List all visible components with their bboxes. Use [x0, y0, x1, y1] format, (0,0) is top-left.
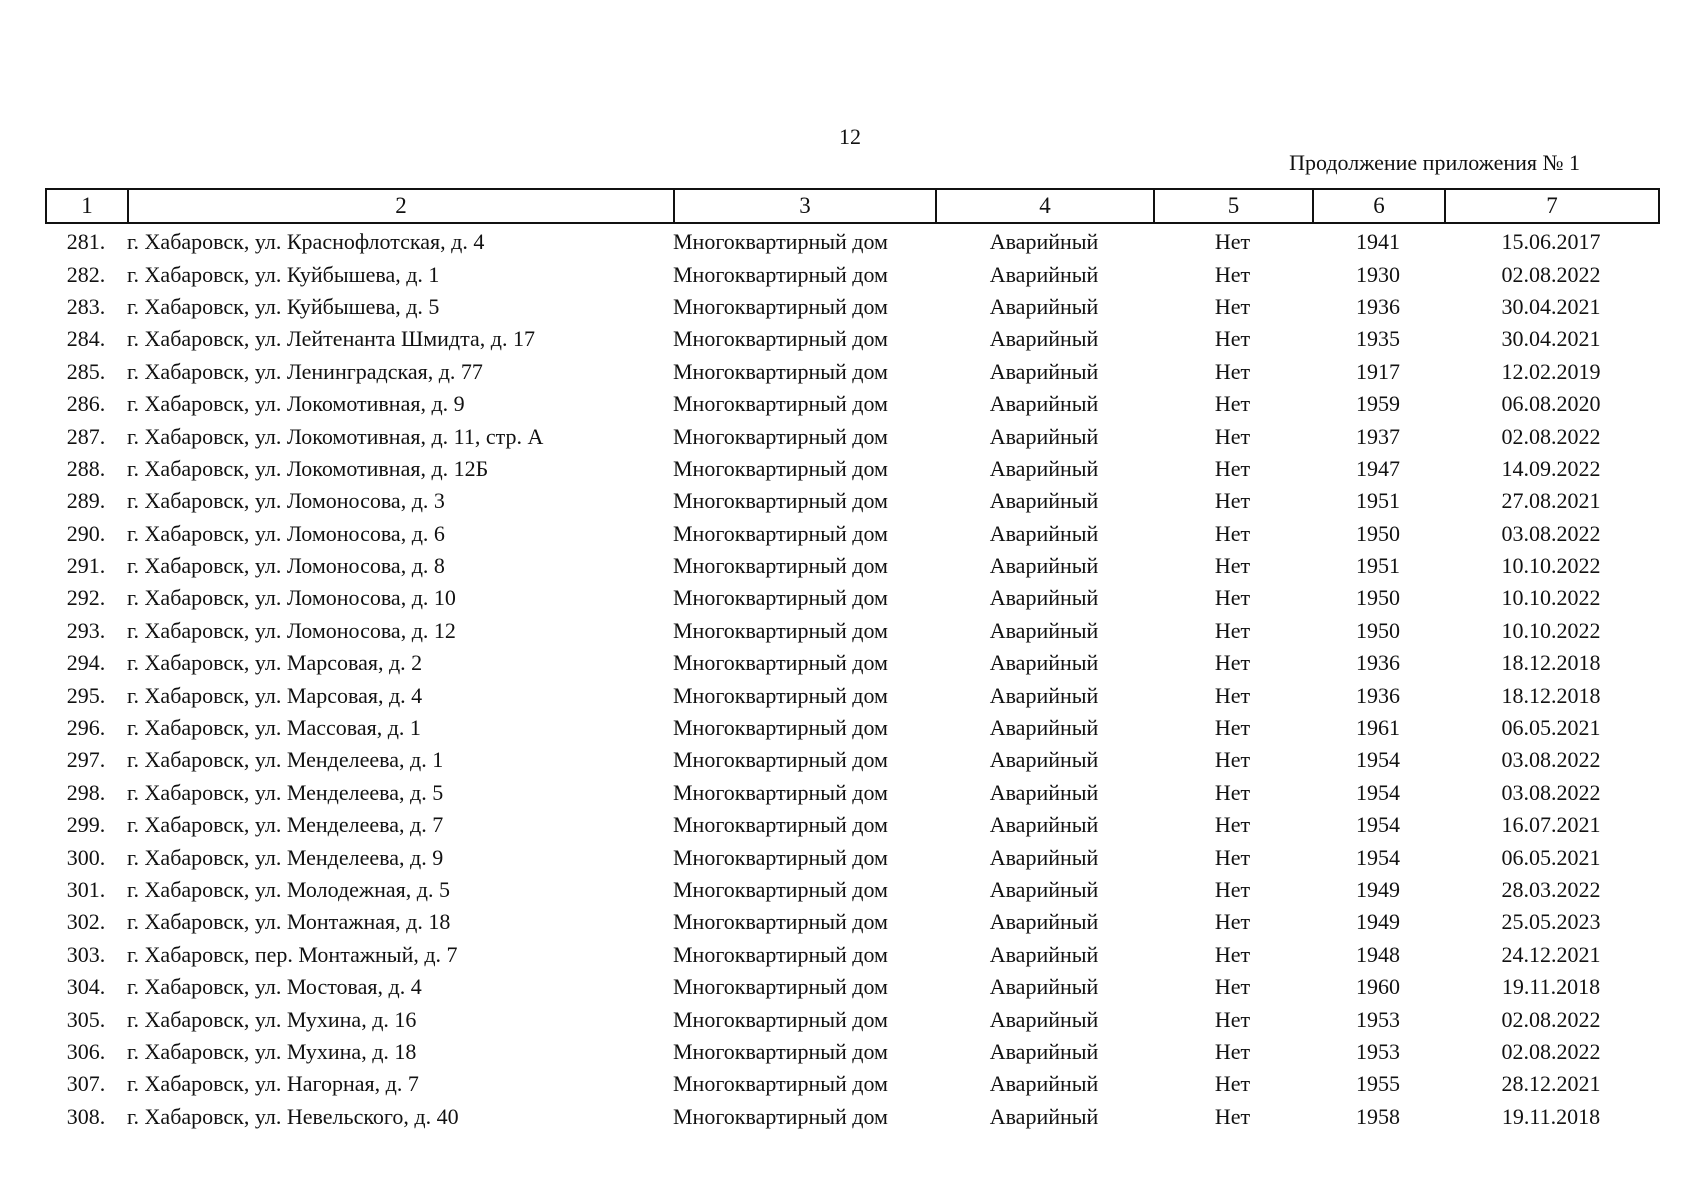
- year-cell: 1960: [1356, 974, 1400, 1000]
- building-type-cell: Многоквартирный дом: [673, 941, 888, 967]
- address-cell: г. Хабаровск, ул. Локомотивная, д. 9: [127, 391, 465, 417]
- header-col-1: 1: [46, 189, 128, 223]
- condition-cell: Аварийный: [989, 650, 1099, 676]
- flag-cell: Нет: [1214, 1071, 1251, 1097]
- building-type-cell: Многоквартирный дом: [673, 779, 888, 805]
- condition-cell: Аварийный: [989, 877, 1099, 902]
- year-cell: 1936: [1356, 650, 1400, 676]
- address-cell: г. Хабаровск, ул. Молодежная, д. 5: [127, 877, 450, 902]
- table-rows: [45, 226, 1658, 1133]
- building-type-cell: Многоквартирный дом: [673, 650, 888, 676]
- address-cell: г. Хабаровск, ул. Ломоносова, д. 3: [127, 488, 445, 514]
- flag-cell: Нет: [1214, 1038, 1251, 1064]
- year-cell: 1955: [1356, 1071, 1400, 1097]
- building-type-cell: Многоквартирный дом: [673, 326, 888, 352]
- table-row: [45, 777, 1658, 809]
- table-row: [45, 1101, 1658, 1133]
- date-cell: 06.05.2021: [1501, 844, 1601, 870]
- address-cell: г. Хабаровск, ул. Мостовая, д. 4: [127, 974, 422, 1000]
- table-row: [45, 906, 1658, 938]
- building-type-cell: Многоквартирный дом: [673, 553, 888, 579]
- condition-cell: Аварийный: [989, 520, 1099, 546]
- flag-cell: Нет: [1214, 358, 1251, 384]
- date-cell: 30.04.2021: [1501, 326, 1601, 352]
- address-cell: г. Хабаровск, ул. Мухина, д. 18: [127, 1038, 417, 1064]
- building-type-cell: Многоквартирный дом: [673, 293, 888, 319]
- table-row: [45, 291, 1658, 323]
- date-cell: 03.08.2022: [1501, 747, 1601, 773]
- date-cell: 06.05.2021: [1501, 715, 1601, 741]
- building-type-cell: Многоквартирный дом: [673, 812, 888, 838]
- year-cell: 1950: [1356, 585, 1400, 611]
- flag-cell: Нет: [1214, 1103, 1251, 1129]
- year-cell: 1930: [1356, 261, 1400, 287]
- address-cell: г. Хабаровск, ул. Краснофлотская, д. 4: [127, 229, 485, 255]
- building-type-cell: Многоквартирный дом: [673, 520, 888, 546]
- date-cell: 10.10.2022: [1501, 553, 1601, 579]
- flag-cell: Нет: [1214, 941, 1251, 967]
- year-cell: 1949: [1356, 909, 1400, 935]
- row-number: 292.: [66, 585, 106, 611]
- table-row: [45, 874, 1658, 906]
- date-cell: 27.08.2021: [1501, 488, 1601, 514]
- building-type-cell: Многоквартирный дом: [673, 909, 888, 935]
- condition-cell: Аварийный: [989, 747, 1099, 773]
- flag-cell: Нет: [1214, 682, 1251, 708]
- date-cell: 03.08.2022: [1501, 520, 1601, 546]
- date-cell: 10.10.2022: [1501, 617, 1601, 643]
- table-row: [45, 647, 1658, 679]
- table-row: [45, 226, 1658, 258]
- year-cell: 1951: [1356, 553, 1400, 579]
- year-cell: 1941: [1356, 229, 1400, 255]
- condition-cell: Аварийный: [989, 941, 1099, 967]
- building-type-cell: Многоквартирный дом: [673, 974, 888, 1000]
- flag-cell: Нет: [1214, 293, 1251, 319]
- row-number: 303.: [66, 941, 106, 967]
- date-cell: 03.08.2022: [1501, 779, 1601, 805]
- condition-cell: Аварийный: [989, 1103, 1099, 1129]
- address-cell: г. Хабаровск, ул. Менделеева, д. 7: [127, 812, 444, 838]
- flag-cell: Нет: [1214, 650, 1251, 676]
- header-col-6: 6: [1313, 189, 1445, 223]
- condition-cell: Аварийный: [989, 715, 1099, 741]
- header-col-4: 4: [936, 189, 1154, 223]
- building-type-cell: Многоквартирный дом: [673, 747, 888, 773]
- row-number: 301.: [66, 877, 106, 902]
- row-number: 282.: [66, 261, 106, 287]
- flag-cell: Нет: [1214, 585, 1251, 611]
- row-number: 291.: [66, 553, 106, 579]
- building-type-cell: Многоквартирный дом: [673, 1103, 888, 1129]
- address-cell: г. Хабаровск, ул. Монтажная, д. 18: [127, 909, 451, 935]
- flag-cell: Нет: [1214, 844, 1251, 870]
- address-cell: г. Хабаровск, ул. Менделеева, д. 1: [127, 747, 444, 773]
- flag-cell: Нет: [1214, 261, 1251, 287]
- year-cell: 1937: [1356, 423, 1400, 449]
- address-cell: г. Хабаровск, ул. Ломоносова, д. 6: [127, 520, 445, 546]
- date-cell: 18.12.2018: [1501, 650, 1601, 676]
- row-number: 296.: [66, 715, 106, 741]
- header-col-3: 3: [674, 189, 936, 223]
- condition-cell: Аварийный: [989, 909, 1099, 935]
- continuation-text: Продолжение приложения № 1: [1289, 150, 1580, 175]
- year-cell: 1959: [1356, 391, 1400, 417]
- table-row: [45, 550, 1658, 582]
- address-cell: г. Хабаровск, ул. Куйбышева, д. 5: [127, 293, 440, 319]
- flag-cell: Нет: [1214, 423, 1251, 449]
- building-type-cell: Многоквартирный дом: [673, 1071, 888, 1097]
- address-cell: г. Хабаровск, ул. Нагорная, д. 7: [127, 1071, 419, 1097]
- table-header: [45, 188, 1660, 224]
- table-row: [45, 388, 1658, 420]
- address-cell: г. Хабаровск, ул. Массовая, д. 1: [127, 715, 421, 741]
- building-type-cell: Многоквартирный дом: [673, 715, 888, 741]
- header-row: [46, 189, 1659, 223]
- date-cell: 19.11.2018: [1501, 974, 1601, 1000]
- flag-cell: Нет: [1214, 488, 1251, 514]
- date-cell: 25.05.2023: [1501, 909, 1601, 935]
- flag-cell: Нет: [1214, 974, 1251, 1000]
- table-row: [45, 420, 1658, 452]
- building-type-cell: Многоквартирный дом: [673, 455, 888, 481]
- condition-cell: Аварийный: [989, 1006, 1099, 1032]
- year-cell: 1936: [1356, 293, 1400, 319]
- table-row: [45, 323, 1658, 355]
- row-number: 288.: [66, 455, 106, 481]
- date-cell: 16.07.2021: [1501, 812, 1601, 838]
- year-cell: 1947: [1356, 455, 1400, 481]
- header-col-7: 7: [1445, 189, 1659, 223]
- date-cell: 15.06.2017: [1501, 229, 1601, 255]
- year-cell: 1949: [1356, 877, 1400, 902]
- building-type-cell: Многоквартирный дом: [673, 877, 888, 902]
- table-row: [45, 939, 1658, 971]
- flag-cell: Нет: [1214, 812, 1251, 838]
- condition-cell: Аварийный: [989, 844, 1099, 870]
- building-type-cell: Многоквартирный дом: [673, 1006, 888, 1032]
- condition-cell: Аварийный: [989, 585, 1099, 611]
- year-cell: 1954: [1356, 812, 1400, 838]
- condition-cell: Аварийный: [989, 293, 1099, 319]
- condition-cell: Аварийный: [989, 326, 1099, 352]
- row-number: 281.: [66, 229, 106, 255]
- building-type-cell: Многоквартирный дом: [673, 488, 888, 514]
- table-row: [45, 679, 1658, 711]
- row-number: 298.: [66, 779, 106, 805]
- flag-cell: Нет: [1214, 909, 1251, 935]
- row-number: 308.: [66, 1103, 106, 1129]
- continuation-label: [1150, 150, 1580, 176]
- date-cell: 02.08.2022: [1501, 1006, 1601, 1032]
- flag-cell: Нет: [1214, 715, 1251, 741]
- table-row: [45, 615, 1658, 647]
- table-row: [45, 1003, 1658, 1035]
- address-cell: г. Хабаровск, ул. Менделеева, д. 5: [127, 779, 444, 805]
- row-number: 306.: [66, 1038, 106, 1064]
- date-cell: 10.10.2022: [1501, 585, 1601, 611]
- flag-cell: Нет: [1214, 229, 1251, 255]
- table-row: [45, 744, 1658, 776]
- condition-cell: Аварийный: [989, 1038, 1099, 1064]
- year-cell: 1950: [1356, 520, 1400, 546]
- row-number: 289.: [66, 488, 106, 514]
- building-type-cell: Многоквартирный дом: [673, 423, 888, 449]
- row-number: 294.: [66, 650, 106, 676]
- row-number: 305.: [66, 1006, 106, 1032]
- building-type-cell: Многоквартирный дом: [673, 229, 888, 255]
- table-row: [45, 485, 1658, 517]
- year-cell: 1935: [1356, 326, 1400, 352]
- table-row: [45, 809, 1658, 841]
- condition-cell: Аварийный: [989, 553, 1099, 579]
- condition-cell: Аварийный: [989, 617, 1099, 643]
- condition-cell: Аварийный: [989, 974, 1099, 1000]
- address-cell: г. Хабаровск, ул. Локомотивная, д. 12Б: [127, 455, 489, 481]
- table-row: [45, 1068, 1658, 1100]
- address-cell: г. Хабаровск, ул. Марсовая, д. 4: [127, 682, 423, 708]
- row-number: 304.: [66, 974, 106, 1000]
- condition-cell: Аварийный: [989, 358, 1099, 384]
- row-number: 284.: [66, 326, 106, 352]
- year-cell: 1953: [1356, 1006, 1400, 1032]
- table-row: [45, 1036, 1658, 1068]
- year-cell: 1950: [1356, 617, 1400, 643]
- condition-cell: Аварийный: [989, 391, 1099, 417]
- condition-cell: Аварийный: [989, 779, 1099, 805]
- table-row: [45, 356, 1658, 388]
- flag-cell: Нет: [1214, 779, 1251, 805]
- table-row: [45, 258, 1658, 290]
- address-cell: г. Хабаровск, ул. Лейтенанта Шмидта, д. 17: [127, 326, 535, 352]
- flag-cell: Нет: [1214, 553, 1251, 579]
- table-row: [45, 582, 1658, 614]
- date-cell: 18.12.2018: [1501, 682, 1601, 708]
- building-type-cell: Многоквартирный дом: [673, 682, 888, 708]
- address-cell: г. Хабаровск, ул. Марсовая, д. 2: [127, 650, 423, 676]
- flag-cell: Нет: [1214, 455, 1251, 481]
- flag-cell: Нет: [1214, 877, 1251, 902]
- building-type-cell: Многоквартирный дом: [673, 585, 888, 611]
- address-cell: г. Хабаровск, ул. Невельского, д. 40: [127, 1103, 459, 1129]
- date-cell: 24.12.2021: [1501, 941, 1601, 967]
- row-number: 299.: [66, 812, 106, 838]
- condition-cell: Аварийный: [989, 682, 1099, 708]
- header-col-5: 5: [1154, 189, 1313, 223]
- table-row: [45, 453, 1658, 485]
- row-number: 300.: [66, 844, 106, 870]
- date-cell: 19.11.2018: [1501, 1103, 1601, 1129]
- condition-cell: Аварийный: [989, 455, 1099, 481]
- condition-cell: Аварийный: [989, 488, 1099, 514]
- date-cell: 12.02.2019: [1501, 358, 1601, 384]
- condition-cell: Аварийный: [989, 423, 1099, 449]
- building-type-cell: Многоквартирный дом: [673, 391, 888, 417]
- row-number: 295.: [66, 682, 106, 708]
- table-row: [45, 518, 1658, 550]
- table-row: [45, 841, 1658, 873]
- date-cell: 30.04.2021: [1501, 293, 1601, 319]
- date-cell: 02.08.2022: [1501, 1038, 1601, 1064]
- row-number: 307.: [66, 1071, 106, 1097]
- address-cell: г. Хабаровск, ул. Менделеева, д. 9: [127, 844, 444, 870]
- row-number: 290.: [66, 520, 106, 546]
- date-cell: 28.03.2022: [1501, 877, 1601, 902]
- condition-cell: Аварийный: [989, 812, 1099, 838]
- table-row: [45, 712, 1658, 744]
- year-cell: 1961: [1356, 715, 1400, 741]
- page-number: 12: [839, 124, 861, 149]
- flag-cell: Нет: [1214, 326, 1251, 352]
- building-type-cell: Многоквартирный дом: [673, 617, 888, 643]
- year-cell: 1954: [1356, 747, 1400, 773]
- condition-cell: Аварийный: [989, 229, 1099, 255]
- building-type-cell: Многоквартирный дом: [673, 1038, 888, 1064]
- year-cell: 1954: [1356, 844, 1400, 870]
- flag-cell: Нет: [1214, 520, 1251, 546]
- year-cell: 1951: [1356, 488, 1400, 514]
- flag-cell: Нет: [1214, 391, 1251, 417]
- row-number: 285.: [66, 358, 106, 384]
- date-cell: 28.12.2021: [1501, 1071, 1601, 1097]
- date-cell: 02.08.2022: [1501, 261, 1601, 287]
- year-cell: 1954: [1356, 779, 1400, 805]
- header-col-2: 2: [128, 189, 674, 223]
- address-cell: г. Хабаровск, ул. Ломоносова, д. 10: [127, 585, 456, 611]
- address-cell: г. Хабаровск, пер. Монтажный, д. 7: [127, 941, 458, 967]
- row-number: 297.: [66, 747, 106, 773]
- row-number: 287.: [66, 423, 106, 449]
- table-row: [45, 971, 1658, 1003]
- date-cell: 02.08.2022: [1501, 423, 1601, 449]
- address-cell: г. Хабаровск, ул. Ломоносова, д. 8: [127, 553, 445, 579]
- year-cell: 1917: [1356, 358, 1400, 384]
- address-cell: г. Хабаровск, ул. Ленинградская, д. 77: [127, 358, 483, 384]
- row-number: 283.: [66, 293, 106, 319]
- condition-cell: Аварийный: [989, 1071, 1099, 1097]
- year-cell: 1936: [1356, 682, 1400, 708]
- condition-cell: Аварийный: [989, 261, 1099, 287]
- year-cell: 1958: [1356, 1103, 1400, 1129]
- row-number: 293.: [66, 617, 106, 643]
- table-body: [45, 226, 1658, 1133]
- date-cell: 06.08.2020: [1501, 391, 1601, 417]
- address-cell: г. Хабаровск, ул. Куйбышева, д. 1: [127, 261, 440, 287]
- address-cell: г. Хабаровск, ул. Мухина, д. 16: [127, 1006, 417, 1032]
- year-cell: 1953: [1356, 1038, 1400, 1064]
- building-type-cell: Многоквартирный дом: [673, 844, 888, 870]
- flag-cell: Нет: [1214, 617, 1251, 643]
- building-type-cell: Многоквартирный дом: [673, 261, 888, 287]
- date-cell: 14.09.2022: [1501, 455, 1601, 481]
- row-number: 286.: [66, 391, 106, 417]
- flag-cell: Нет: [1214, 747, 1251, 773]
- address-cell: г. Хабаровск, ул. Ломоносова, д. 12: [127, 617, 456, 643]
- row-number: 302.: [66, 909, 106, 935]
- address-cell: г. Хабаровск, ул. Локомотивная, д. 11, стр. А: [127, 423, 544, 449]
- year-cell: 1948: [1356, 941, 1400, 967]
- building-type-cell: Многоквартирный дом: [673, 358, 888, 384]
- flag-cell: Нет: [1214, 1006, 1251, 1032]
